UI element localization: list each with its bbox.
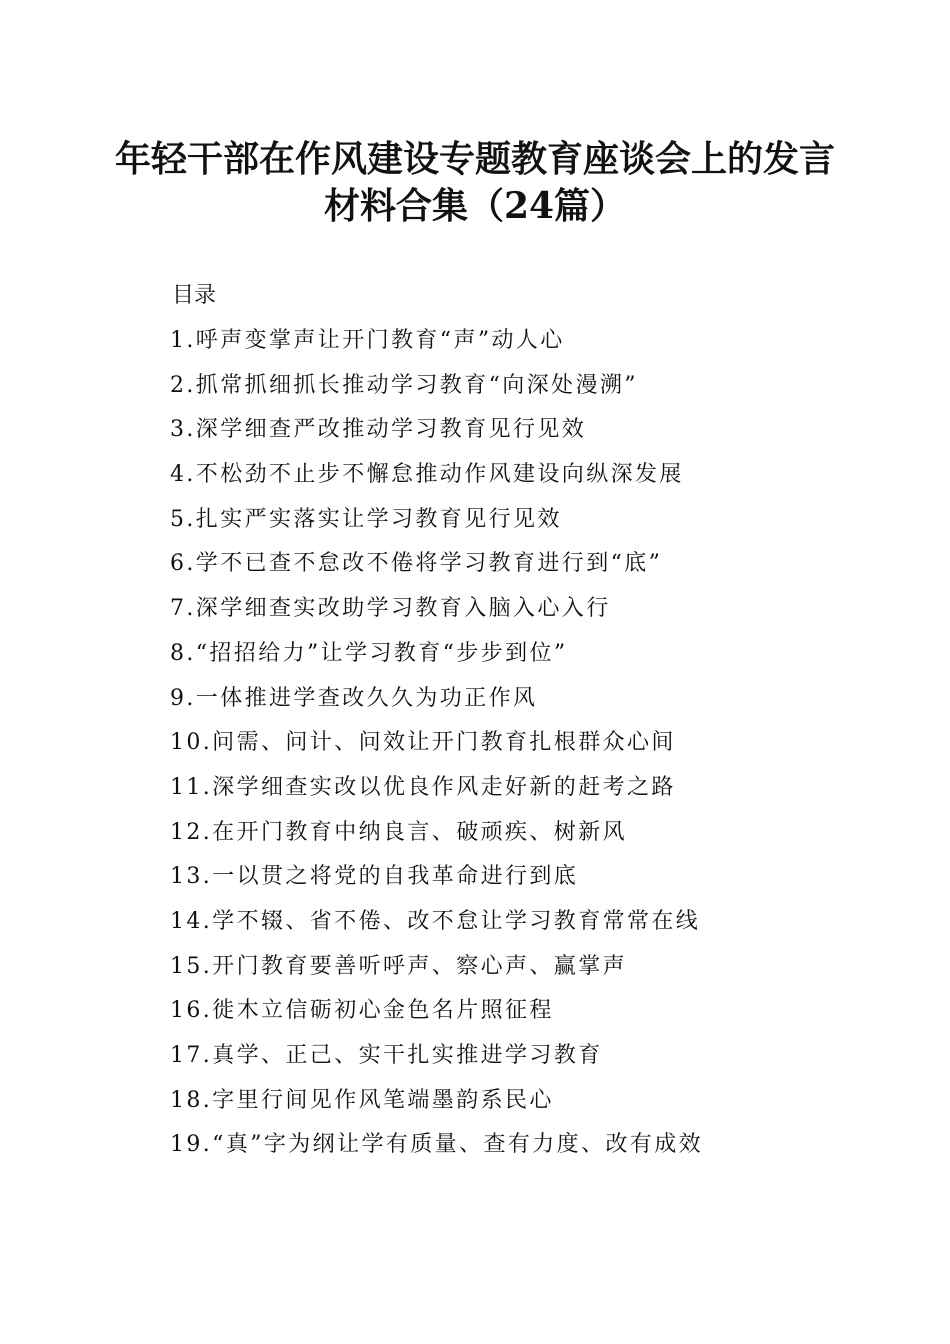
toc-item-8: 8.“招招给力”让学习教育“步步到位” bbox=[170, 640, 568, 666]
toc-item-14: 14.学不辍、省不倦、改不怠让学习教育常常在线 bbox=[170, 908, 701, 934]
toc-item-13: 13.一以贯之将党的自我革命进行到底 bbox=[170, 864, 579, 890]
toc-item-7: 7.深学细查实改助学习教育入脑入心入行 bbox=[170, 596, 611, 622]
toc-list bbox=[170, 326, 703, 1175]
toc-item-1: 1.呼声变掌声让开门教育“声”动人心 bbox=[170, 328, 565, 353]
toc-item-3: 3.深学细查严改推动学习教育见行见效 bbox=[170, 417, 587, 443]
toc-item-4: 4.不松劲不止步不懈怠推动作风建设向纵深发展 bbox=[170, 462, 684, 488]
toc-item-17: 17.真学、正己、实干扎实推进学习教育 bbox=[170, 1043, 603, 1068]
document-title-line-1: 年轻干部在作风建设专题教育座谈会上的发言 bbox=[114, 138, 835, 180]
toc-item-5: 5.扎实严实落实让学习教育见行见效 bbox=[170, 506, 562, 532]
toc-item-9: 9.一体推进学查改久久为功正作风 bbox=[170, 685, 538, 711]
toc-item-15: 15.开门教育要善听呼声、察心声、赢掌声 bbox=[170, 953, 627, 979]
toc-heading: 目录 bbox=[172, 283, 217, 308]
toc-item-18: 18.字里行间见作风笔端墨韵系民心 bbox=[170, 1087, 554, 1113]
toc-item-16: 16.徙木立信砺初心金色名片照征程 bbox=[170, 998, 554, 1024]
toc-item-19: 19.“真”字为纲让学有质量、查有力度、改有成效 bbox=[170, 1132, 704, 1158]
toc-item-12: 12.在开门教育中纳良言、破顽疾、树新风 bbox=[170, 819, 627, 845]
toc-item-10: 10.问需、问计、问效让开门教育扎根群众心间 bbox=[170, 730, 676, 756]
toc-item-2: 2.抓常抓细抓长推动学习教育“向深处漫溯” bbox=[170, 372, 638, 398]
toc-item-11: 11.深学细查实改以优良作风走好新的赶考之路 bbox=[170, 774, 676, 800]
toc-item-6: 6.学不已查不怠改不倦将学习教育进行到“底” bbox=[170, 551, 663, 577]
document-title-line-2: 材料合集（24篇） bbox=[323, 185, 627, 227]
